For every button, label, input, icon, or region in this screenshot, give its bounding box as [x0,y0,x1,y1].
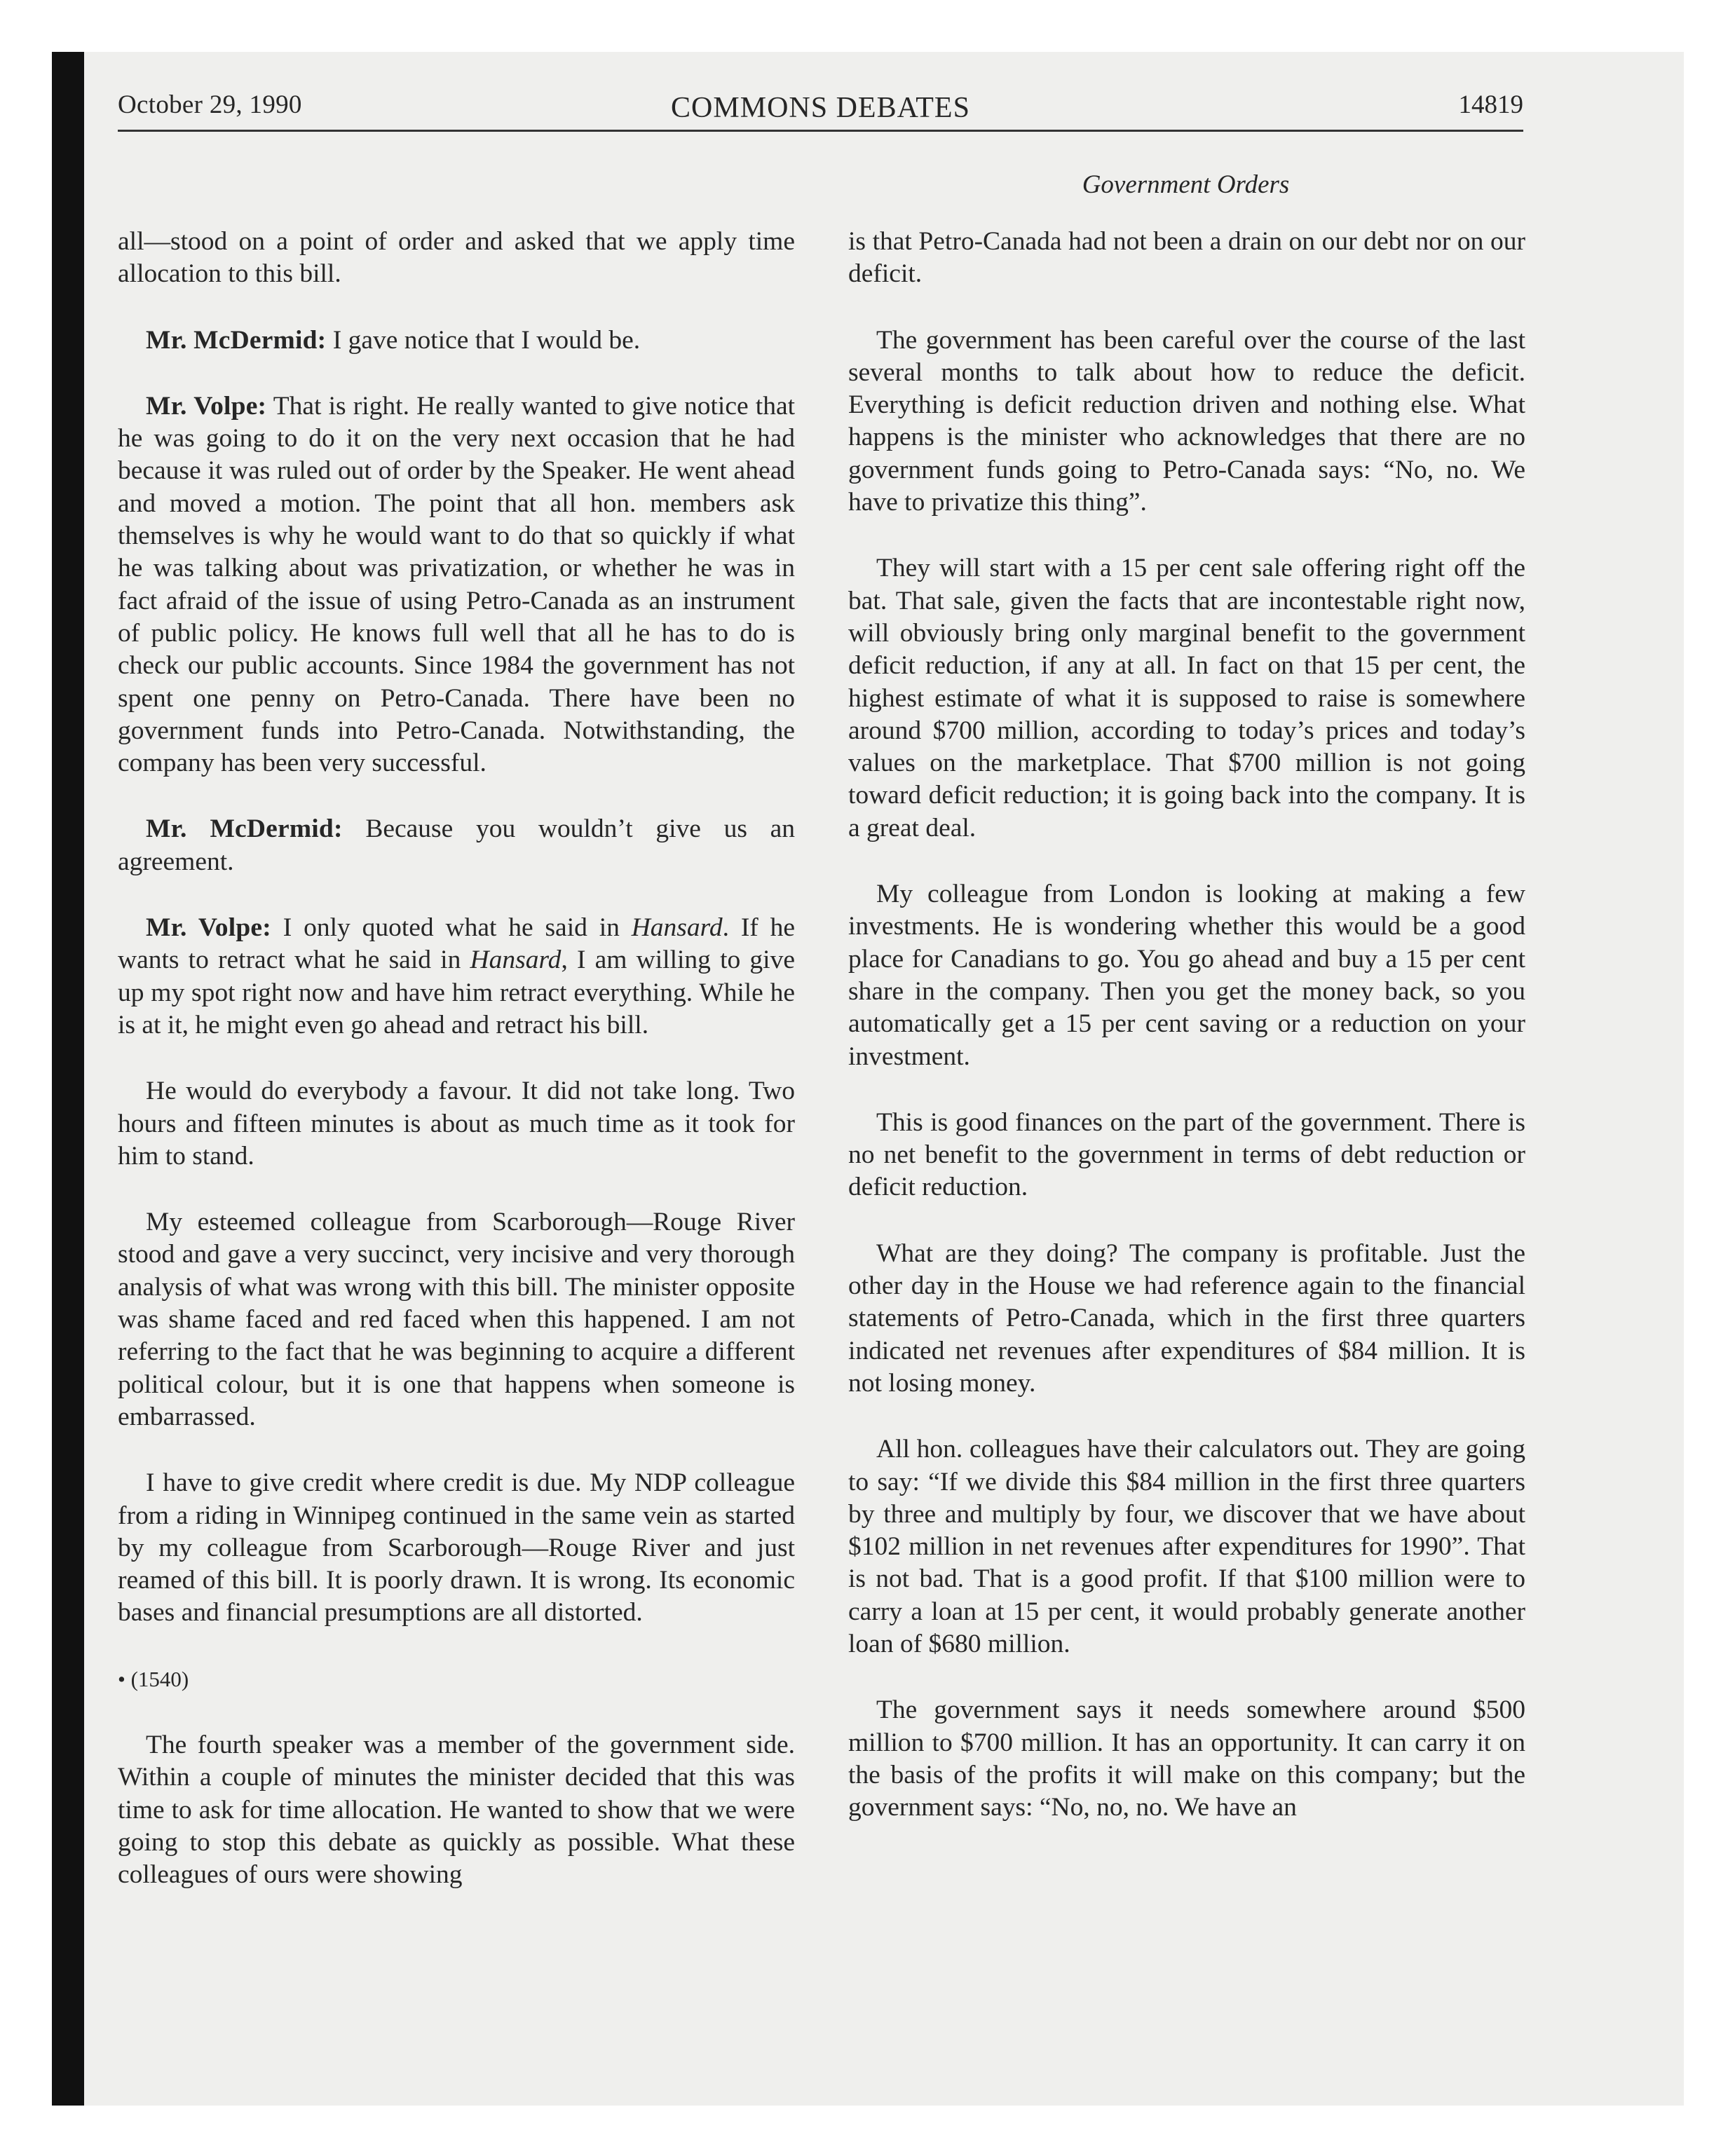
section-label: Government Orders [1082,170,1290,199]
speech-paragraph [118,325,795,357]
timestamp: • (1540) [118,1666,189,1691]
right-column [848,226,1525,1857]
paragraph: My esteemed colleague from Scarborough—Rouge River stood and gave a very succinct, very incisive and very thorough analysis of what was wrong with this bill. The minister opposite was shame faced and red faced when this happened. I am not referring to the fact that he was beginning to acquire a different political colour, but it is one that happens when someone is embarrassed. [118,1208,795,1431]
header-rule [118,130,1523,132]
header-title: COMMONS DEBATES [671,92,970,124]
speech-paragraph [118,390,795,780]
speech-text: I only quoted what he said in [283,913,620,943]
speech-text: That is right. He really wanted to give notice that he was going to do it on the very next occasion that he had because it was ruled out of order by the Speaker. He went ahead and moved a motion. The point that all hon. members ask themselves is why he would want to do that so quickly if what he was talking about was privatization, or whether he was in fact afraid of the issue of using Petro-Canada as an instrument of public policy. He knows full well that all he has to do is check our public accounts. Since 1984 the government has not spent one penny on Petro-Canada. There have been no government funds into Petro-Canada. Notwithstanding, the company has been very successful. [118,391,796,778]
page-number: 14819 [1458,90,1523,119]
speech-paragraph [118,912,795,1042]
left-column [118,226,795,1925]
speaker-name: Mr. Volpe: [146,391,267,421]
paragraph: The government has been careful over the course of the last several months to talk about how to reduce the deficit. Everything is deficit reduction driven and nothing else. What happens is the minister who acknowledges that there are no government funds going to Petro-Canada says: “No, no. We have to privatize this thing”. [848,325,1525,517]
header-date: October 29, 1990 [118,90,302,119]
speech-text: I gave notice that I would be. [332,325,641,355]
paragraph: I have to give credit where credit is due. My NDP colleague from a riding in Winnipeg continued in the same vein as started by my colleague from Scarborough—Rouge River and just reamed of this bill. It is poorly drawn. It is wrong. Its economic bases and financial presumptions are all distorted. [118,1468,795,1628]
paragraph: They will start with a 15 per cent sale offering right off the bat. That sale, given the facts that are incontestable right now, will obviously bring only marginal benefit to the government deficit reduction, if any at all. In fact on that 15 per cent, the highest estimate of what it is supposed to raise is somewhere around $700 million, according to today’s prices and today’s values on the marketplace. That $700 million is not going toward deficit reduction; it is going back into the company. It is a great deal. [848,554,1525,842]
paragraph: What are they doing? The company is profitable. Just the other day in the House we had reference again to the financial statements of Petro-Canada, which in the first three quarters indicated net revenues after expenditures of $84 million. It is not losing money. [848,1239,1525,1398]
paragraph: My colleague from London is looking at making a few investments. He is wondering whether this would be a good place for Canadians to go. You go ahead and buy a 15 per cent share in the company. Then you get the money back, so you automatically get a 15 per cent saving or a reduction on your investment. [848,880,1525,1071]
speech-text: . If he wants to retract what he said in [118,913,796,975]
hansard-reference: Hansard [631,913,723,943]
paragraph: All hon. colleagues have their calculators out. They are going to say: “If we divide this $84 million in the first three quarters by three and multiply by four, we discover that we have about $102 million in net revenues after expenditures for 1990”. That is not bad. That is a good profit. If that $100 million were to carry a loan at 15 per cent, it would probably generate another loan of $680 million. [848,1435,1525,1658]
paragraph: The government says it needs somewhere around $500 million to $700 million. It has an opportunity. It can carry it on the basis of the profits it will make on this company; but the government says: “No, no, no. We have an [848,1696,1525,1822]
speaker-name: Mr. Volpe: [146,913,271,943]
paragraph: The fourth speaker was a member of the government side. Within a couple of minutes the minister decided that this was time to ask for time allocation. He wanted to show that we were going to stop this debate as quickly as possible. What these colleagues of ours were showing [118,1730,795,1890]
binding-edge [52,52,84,2106]
speech-paragraph [118,813,795,878]
paragraph: all—stood on a point of order and asked that we apply time allocation to this bill. [118,227,795,289]
paragraph: This is good finances on the part of the government. There is no net benefit to the government in terms of debt reduction or deficit reduction. [848,1107,1525,1202]
hansard-reference: Hansard [470,946,562,975]
paragraph: He would do everybody a favour. It did not take long. Two hours and fifteen minutes is about as much time as it took for him to stand. [118,1077,795,1171]
speech-text: , I am willing to give up my spot right now and have him retract everything. While he is at it, he might even go ahead and retract his bill. [118,946,795,1039]
speaker-name: Mr. McDermid: [146,325,327,355]
speaker-name: Mr. McDermid: [146,814,343,844]
speech-text: Because you wouldn’t give us an agreement. [118,814,795,876]
paragraph: is that Petro-Canada had not been a drain on our debt nor on our deficit. [848,227,1525,289]
